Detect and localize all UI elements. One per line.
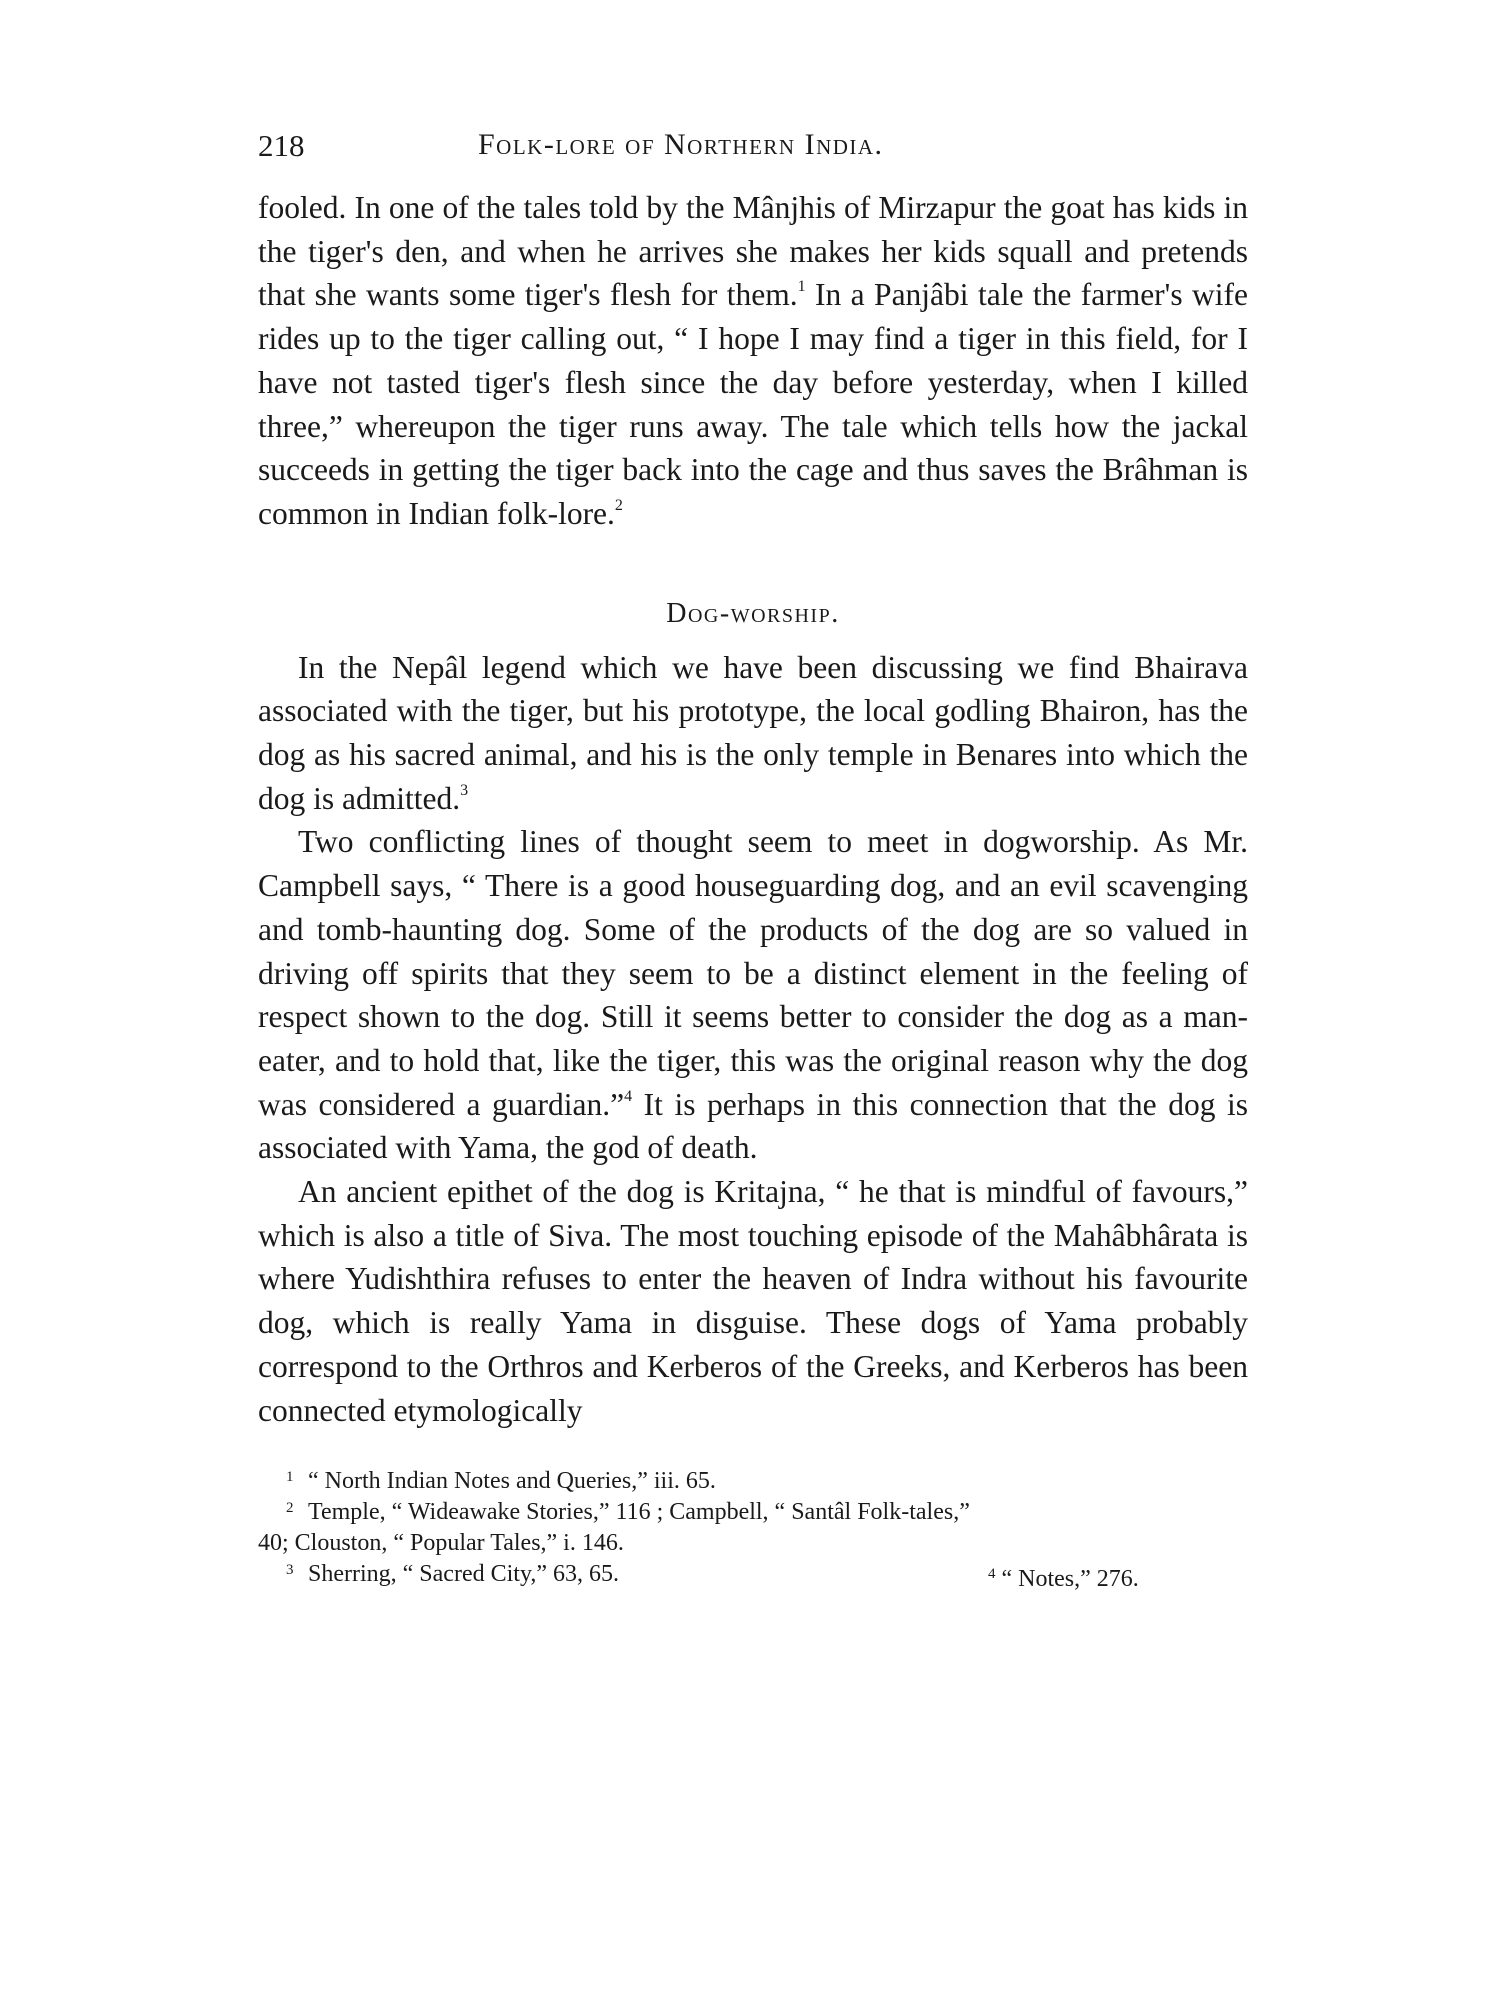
running-title: Folk-lore of Northern India. [478,128,884,161]
paragraph-text: An ancient epithet of the dog is Kritajna, “ he that is mindful of favours,” which is also a title of Siva. The most touching episode of the Mahâbhârata is where Yudishthira refuses to enter the heaven of Indra without his favourite dog, which is really Yama in disguise. These dogs of Yama probably correspond to the Orthros and Kerberos of the Greeks, and Kerberos has been connected etymologically [258,1174,1248,1428]
page-number: 218 [258,128,305,163]
section-heading: Dog-worship. [666,597,840,629]
paragraph-continued [258,186,1248,536]
running-head [258,128,1248,172]
paragraph-text: It is perhaps in this connection that the dog is associated with Yama, the god of death. [258,1086,1248,1166]
footnote-ref: 4 [624,1087,633,1105]
footnote [258,1497,1248,1528]
footnote-text: Temple, “ Wideawake Stories,” 116 ; Campbell, “ Santâl Folk-tales,” [308,1499,970,1526]
footnote-ref: 2 [614,496,623,514]
footnote [258,1466,1248,1497]
footnote-ref: 1 [797,278,806,296]
footnote-mark: 2 [286,1500,294,1517]
footnote-ref: 3 [460,781,469,799]
footnote [258,1559,1248,1593]
paragraph [258,820,1248,1170]
paragraph-text: In the Nepâl legend which we have been discussing we find Bhairava associated with the tiger, but his prototype, the local godling Bhairon, has the dog as his sacred animal, and his is the only temple in Benares into which the dog is admitted. [258,649,1248,816]
paragraph [258,646,1248,821]
footnote-continuation: 40; Clouston, “ Popular Tales,” i. 146. [258,1530,624,1557]
footnote-text: “ North Indian Notes and Queries,” iii. 65. [308,1468,716,1495]
body-text [258,186,1248,1432]
footnote [988,1559,1139,1595]
footnote-mark: 3 [286,1562,294,1579]
paragraph [258,1170,1248,1432]
footnotes [258,1466,1248,1593]
paragraph-text: In a Panjâbi tale the farmer's wife rides up to the tiger calling out, “ I hope I may find a tiger in this field, for I have not tasted tiger's flesh since the day before yesterday, when I killed three,” whereupon the tiger runs away. The tale which tells how the jackal succeeds in getting the tiger back into the cage and thus saves the Brâhman is common in Indian folk-lore. [258,277,1248,531]
footnote-text: “ Notes,” 276. [1001,1566,1139,1593]
footnote-mark: 1 [286,1469,294,1486]
footnote-text: Sherring, “ Sacred City,” 63, 65. [308,1561,620,1588]
paragraph-text: fooled. In one of the tales told by the Mânjhis of Mirzapur the goat has kids in the tiger's den, and when he arrives she makes her kids squall and pretends that she wants some tiger's flesh for them. [258,190,1248,313]
book-page [258,128,1248,1968]
footnote-mark: 4 [988,1566,996,1583]
paragraph-text: Two conflicting lines of thought seem to meet in dogworship. As Mr. Campbell says, “ There is a good houseguarding dog, and an evil scavenging and tomb-haunting dog. Some of the products of the dog are so valued in driving off spirits that they seem to be a distinct element in the feeling of respect shown to the dog. Still it seems better to consider the dog as a man-eater, and to hold that, like the tiger, this was the original reason why the dog was considered a guardian.” [258,824,1248,1122]
